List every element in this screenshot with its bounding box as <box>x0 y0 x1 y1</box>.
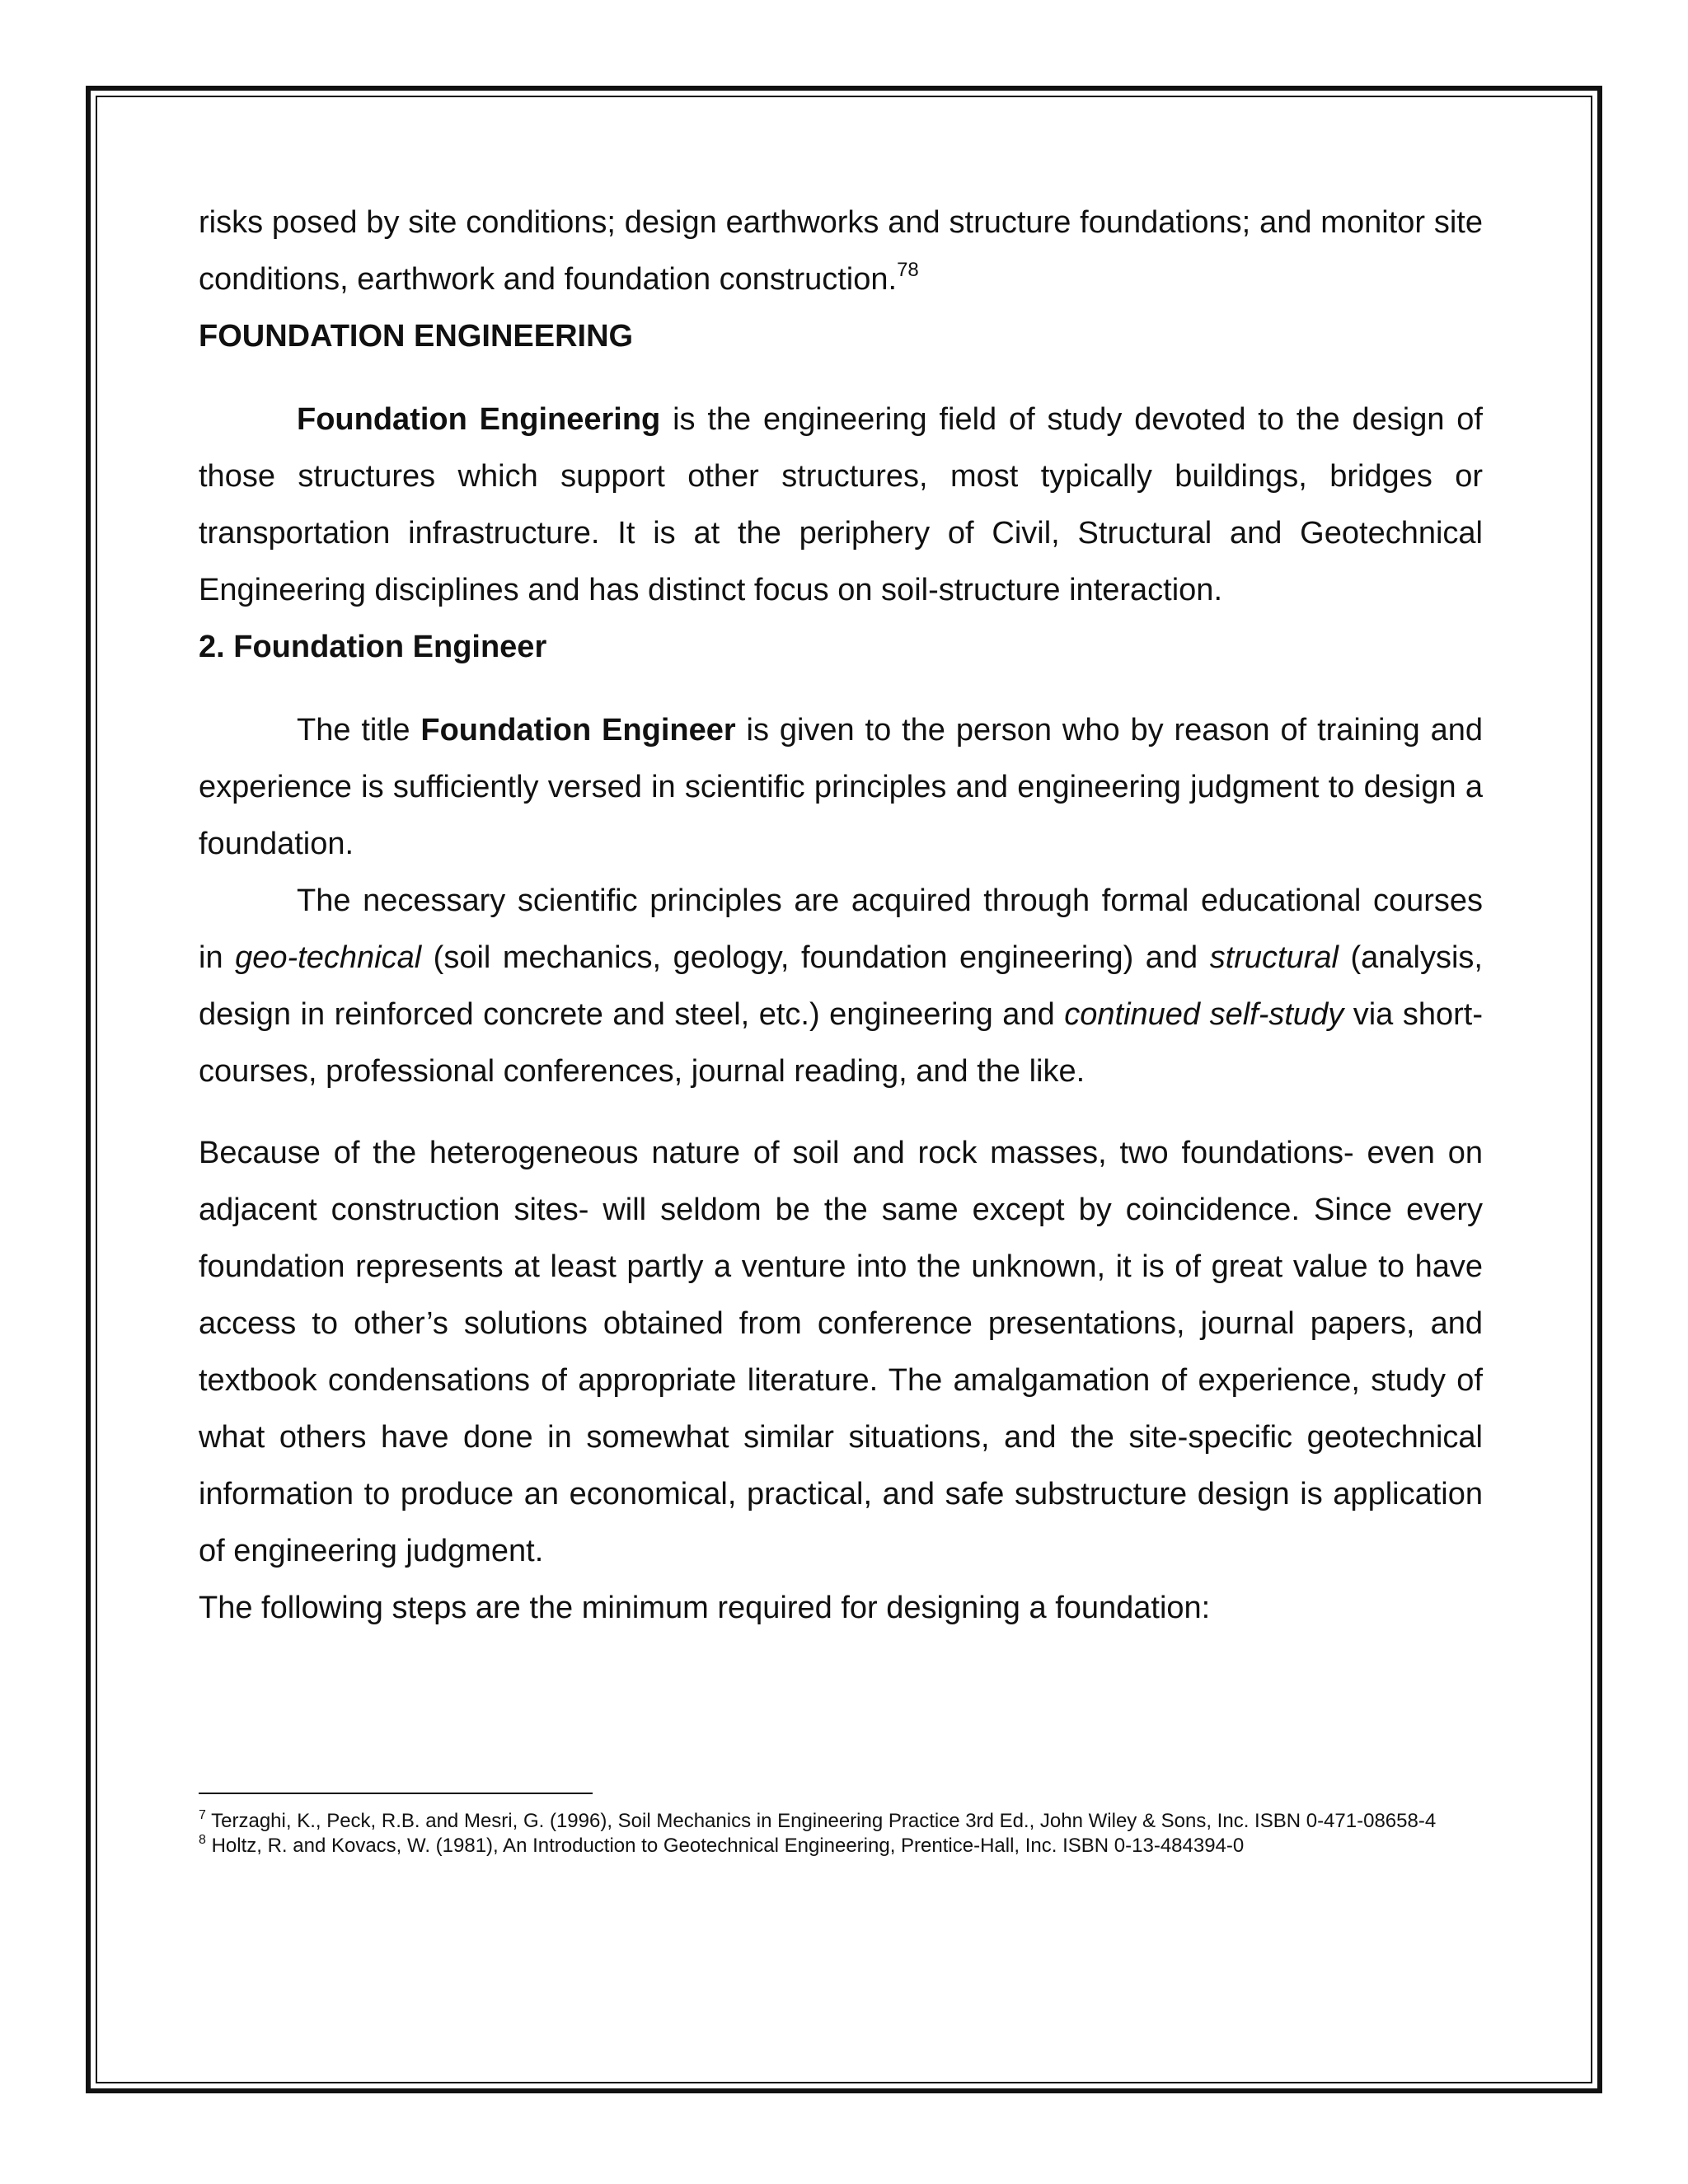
footnote-number: 8 <box>199 1833 206 1847</box>
footnote-number: 7 <box>199 1808 206 1822</box>
section-heading-foundation-engineering: FOUNDATION ENGINEERING <box>199 319 634 354</box>
principles-text-a: The necessary scientific principles are acquired through formal educational courses in <box>199 883 1483 975</box>
intro-paragraph <box>199 194 1483 308</box>
emphasis-structural: structural <box>1209 940 1339 975</box>
footnote-separator <box>199 1793 593 1794</box>
section-heading-foundation-engineer: 2. Foundation Engineer <box>199 630 547 664</box>
heterogeneous-nature-paragraph: Because of the heterogeneous nature of soil and rock masses, two foundations- even on adjacent construction sites- will seldom be the same except by coincidence. Since every foundation represents at least partly a venture into the unknown, it is of great value to have access to other’s solutions obtained from conference presentations, journal papers, and textbook condensations of appropriate literature. The amalgamation of experience, study of what others have done in somewhat similar situations, and the site-specific geotechnical information to produce an economical, practical, and safe substructure design is application of engineering judgment. <box>199 1136 1483 1568</box>
page-body <box>199 194 1483 1637</box>
footnote-ref-7-8[interactable]: 78 <box>897 259 919 281</box>
term-foundation-engineer: Foundation Engineer <box>420 713 736 748</box>
scientific-principles-paragraph <box>199 873 1483 1100</box>
principles-text-b: (soil mechanics, geology, foundation engineering) and <box>421 940 1210 975</box>
principles-text-c: (analysis, design in reinforced concrete and steel, etc.) engineering and <box>199 940 1483 1032</box>
footnote-text: Terzaghi, K., Peck, R.B. and Mesri, G. (1996), Soil Mechanics in Engineering Practice 3rd Ed., John Wiley & Sons, Inc. ISBN 0-471-08658-4 <box>205 1810 1437 1832</box>
footnote-7 <box>199 1809 1483 1834</box>
term-foundation-engineering: Foundation Engineering <box>297 402 661 437</box>
footnotes <box>199 1793 1483 1858</box>
foundation-engineer-lead: The title <box>297 713 421 748</box>
footnote-text: Holtz, R. and Kovacs, W. (1981), An Introduction to Geotechnical Engineering, Prentice-Hall, Inc. ISBN 0-13-484394-0 <box>205 1835 1245 1857</box>
foundation-engineer-paragraph <box>199 702 1483 873</box>
foundation-engineer-text: is given to the person who by reason of training and experience is sufficiently versed in scientific principles and engineering judgment to design a foundation. <box>199 713 1483 861</box>
foundation-engineering-text: is the engineering field of study devoted to the design of those structures which support other structures, most typically buildings, bridges or transportation infrastructure. It is at the periphery of Civil, Structural and Geotechnical Engineering disciplines and has distinct focus on soil-structure interaction. <box>199 402 1483 607</box>
foundation-engineering-paragraph <box>199 391 1483 619</box>
intro-text: risks posed by site conditions; design earthworks and structure foundations; and monitor site conditions, earthwork and foundation construction. <box>199 205 1483 297</box>
principles-text-d: via short-courses, professional conferences, journal reading, and the like. <box>199 997 1483 1089</box>
minimum-steps-paragraph: The following steps are the minimum required for designing a foundation: <box>199 1591 1211 1625</box>
emphasis-self-study: continued self-study <box>1064 997 1344 1032</box>
footnote-8 <box>199 1834 1483 1858</box>
emphasis-geo-technical: geo-technical <box>235 940 422 975</box>
